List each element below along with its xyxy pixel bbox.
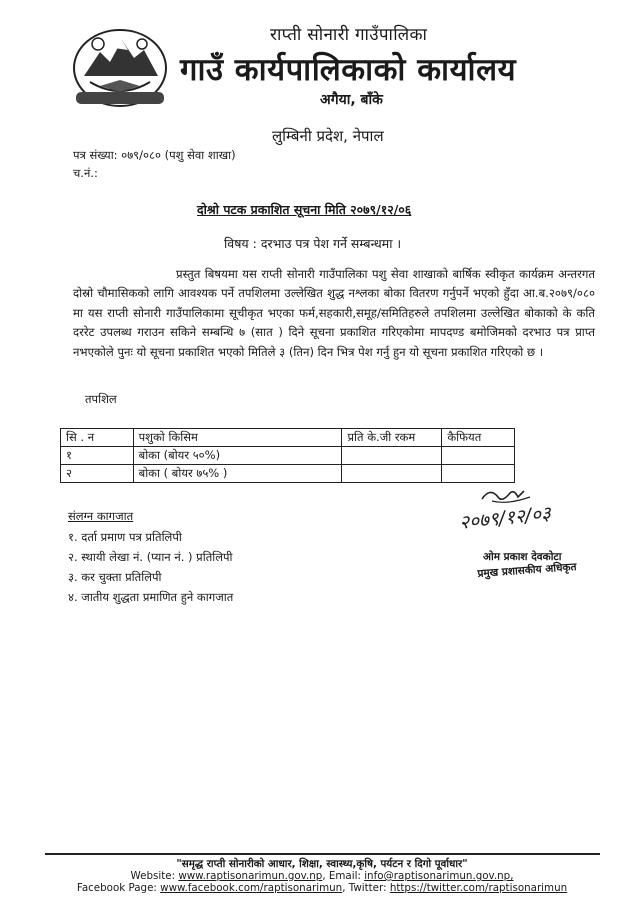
facebook-label: Facebook Page: [76, 882, 161, 894]
list-item: ४. जातीय शुद्धता प्रमाणित हुने कागजात [68, 590, 234, 604]
notice-heading: दोश्रो पटक प्रकाशित सूचना मिति २०७९/१२/०६ [197, 202, 412, 217]
notice-subject: विषय : दरभाउ पत्र पेश गर्ने सम्बन्धमा । [224, 236, 402, 251]
schedule-title: तपशिल [85, 392, 117, 406]
cell-animal-type: बोका (बोयर ५०%) [133, 447, 342, 465]
annex-title: संलग्न कागजात [68, 509, 134, 523]
table-row [61, 465, 515, 483]
cell-animal-type: बोका ( बोयर ७५% ) [133, 465, 342, 483]
table-header-row [61, 429, 515, 447]
office-location: अगैया, बाँके [320, 92, 383, 108]
cell-rate [342, 447, 442, 465]
signatory-name: ओम प्रकाश देवकोटा [483, 551, 562, 563]
signature-date: २०७९/१२/०३ [458, 502, 552, 534]
schedule-table [60, 428, 515, 483]
twitter-label: , Twitter: [342, 882, 390, 894]
handwritten-signature [452, 485, 582, 535]
table-row [61, 447, 515, 465]
website-link[interactable]: www.raptisonarimun.gov.np [178, 870, 323, 882]
cell-serial: १ [61, 447, 134, 465]
website-label: Website: [130, 870, 179, 882]
email-label: , Email: [322, 870, 365, 882]
footer-social-line [0, 882, 644, 894]
list-item: १. दर्ता प्रमाण पत्र प्रतिलिपी [68, 530, 182, 544]
facebook-link[interactable]: www.facebook.com/raptisonarimun [160, 882, 343, 894]
footer-divider [45, 853, 600, 855]
signatory-title: प्रमुख प्रशासकीय अधिकृत [477, 561, 577, 580]
col-remarks: कैफियत [442, 429, 515, 447]
notice-body: प्रस्तुत बिषयमा यस राप्ती सोनारी गाउँपालिका पशु सेवा शाखाको बार्षिक स्वीकृत कार्यक्रम अन्तरगत दोस्रो चौमासिकको लागि आवश्यक पर्ने तपशिलमा उल्लेखित शुद्ध नश्लका बोका वितरण गर्नुपर्ने भएको हुँदा आ.ब.२०७९/०८० मा यस राप्ती सोनारी गाउँपालिकामा सूचीकृत भएका फर्म,सहकारी,समूह/समितिहरुले तपशिलमा उल्लेखित बोकाको के कति दररेट उपलब्ध गराउन सकिने सम्बन्धि ७ (सात ) दिने सूचना प्रकाशित गरिएकोमा मापदण्ड बमोजिमको दरभाउ पत्र प्राप्त नभएकोले पुनः यो सूचना प्रकाशित भएको मितिले ३ (तिन) दिन भित्र पेश गर्नु हुन यो सूचना प्रकाशित गरिएको छ । [73, 267, 595, 359]
province-country: लुम्बिनी प्रदेश, नेपाल [272, 127, 384, 145]
twitter-link[interactable]: https://twitter.com/raptisonarimun [389, 882, 568, 894]
email-link[interactable]: info@raptisonarimun.gov.np, [364, 870, 514, 882]
col-serial: सि . न [61, 429, 134, 447]
reference-number: च.नं.: [73, 166, 98, 180]
annex-list [68, 527, 233, 607]
list-item: २. स्थायी लेखा नं. (प्यान नं. ) प्रतिलिपी [68, 550, 233, 564]
footer-contact-line [0, 870, 644, 882]
nepal-government-emblem-icon [70, 22, 170, 110]
cell-rate [342, 465, 442, 483]
col-animal-type: पशुको किसिम [133, 429, 342, 447]
footer-slogan: "समृद्ध राप्ती सोनारीको आधार, शिक्षा, स्वास्थ्य,कृषि, पर्यटन र दिगो पूर्वाधार" [176, 858, 468, 870]
list-item: ३. कर चुक्ता प्रतिलिपी [68, 570, 162, 584]
cell-remarks [442, 465, 515, 483]
office-name: गाउँ कार्यपालिकाको कार्यालय [180, 52, 517, 88]
cell-remarks [442, 447, 515, 465]
municipality-name: राप्ती सोनारी गाउँपालिका [270, 25, 428, 45]
letter-number: पत्र संख्या: ०७९/०८० (पशु सेवा शाखा) [73, 148, 236, 162]
cell-serial: २ [61, 465, 134, 483]
col-rate-per-kg: प्रति के.जी रकम [342, 429, 442, 447]
